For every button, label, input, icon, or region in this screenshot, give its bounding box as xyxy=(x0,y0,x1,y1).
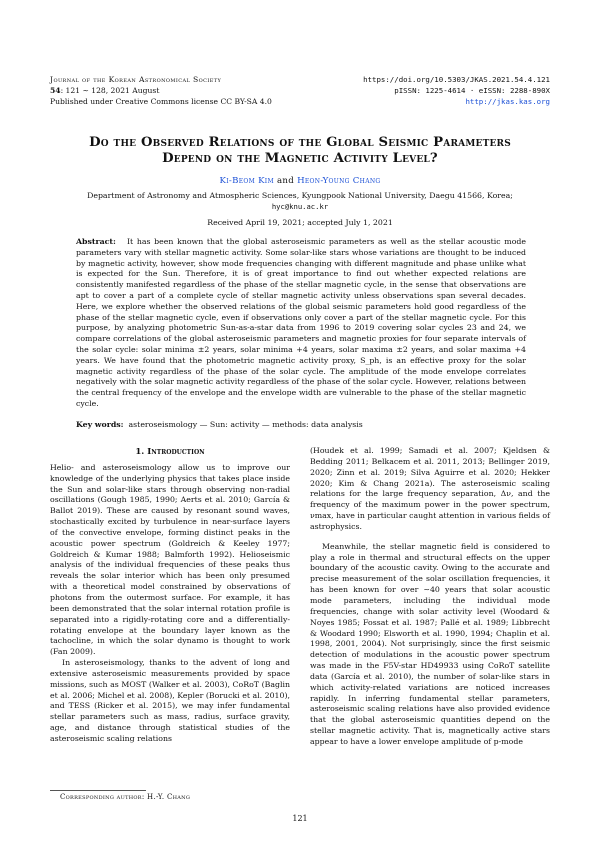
intro-paragraph-4: Meanwhile, the stellar magnetic field is considered to play a role in thermal and structural effects on the upper boundary of the acoustic cavity. Owing to the accurate and precise measurement of the solar oscillation frequencies, it has been known for over ∼40 years that solar acoustic mode parameters, including the individual mode frequencies, change with solar activity level (Woodard & Noyes 1985; Fossat et al. 1987; Pallé et al. 1989; Libbrecht & Woodard 1990; Elsworth et al. 1990, 1994; Chaplin et al. 1998, 2001, 2004). Not surprisingly, since the first seismic detection of modulations in the acoustic power spectrum was made in the F5V-star HD49933 using CoRoT satellite data (García et al. 2010), the number of solar-like stars in which activity-related variations are noticed increases rapidly. In inferring fundamental stellar parameters, asteroseismic scaling relations have also provided evidence that the global asteroseismic quantities depend on the stellar magnetic activity. That is, magnetically active stars appear to have a lower envelope amplitude of p-mode xyxy=(310,541,550,746)
intro-paragraph-2: In asteroseismology, thanks to the advent of long and extensive asteroseismic measurements provided by space missions, such as MOST (Walker et al. 2003), CoRoT (Baglin et al. 2006; Michel et al. 2008), Kepler (Borucki et al. 2010), and TESS (Ricker et al. 2015), we may infer fundamental stellar parameters such as mass, radius, surface gravity, age, and distance through statistical studies of the asteroseismic scaling relations xyxy=(50,658,290,743)
volume-number: 54 xyxy=(50,86,61,96)
author-separator: and xyxy=(276,176,295,186)
journal-header xyxy=(50,74,330,108)
abstract-label: Abstract: xyxy=(76,237,116,246)
license-line: Published under Creative Commons license CC BY-SA 4.0 xyxy=(50,97,272,107)
affiliation-text: Department of Astronomy and Atmospheric Sciences, Kyungpook National University, Daegu 41566, Korea; xyxy=(87,191,513,200)
issn-line: pISSN: 1225-4614 · eISSN: 2288-890X xyxy=(394,86,550,96)
doi-header xyxy=(363,74,550,108)
doi-link[interactable]: https://doi.org/10.5303/JKAS.2021.54.4.121 xyxy=(363,75,550,84)
intro-paragraph-1: Helio- and asteroseismology allow us to improve our knowledge of the underlying physics that takes place inside the Sun and solar-like stars through observing non-radial oscillations (Gough 1985, 1990; Aerts et al. 2010; García & Ballot 2019). These are caused by resonant sound waves, stochastically excited by turbulence in near-surface layers of the convective envelope, forming distinct peaks in the acoustic power spectrum (Goldreich & Keeley 1977; Goldreich & Kumar 1988; Balmforth 1992). Helioseismic analysis of the individual frequencies of these peaks thus reveals the solar interior which has been only presumed with a theoretical model constrained by observations of photons from the outermost surface. For example, it has been demonstrated that the solar internal rotation profile is separated into a rigidly-rotating core and a differentially-rotating envelope at the boundary layer known as the tachocline, in which the solar dynamo is thought to work (Fan 2009). xyxy=(50,462,290,657)
footnote-divider xyxy=(50,790,146,791)
left-column xyxy=(50,447,290,745)
abstract-text: It has been known that the global asteroseismic parameters as well as the stellar acoustic mode parameters vary with stellar magnetic activity. Some solar-like stars whose variations are thought to be induced by magnetic activity, however, show mode frequencies changing with different magnitude and phase unlike what is expected for the Sun. Therefore, it is of great importance to find out whether expected relations are consistently manifested regardless of the phase of the stellar magnetic cycle, in the sense that observations are apt to cover a part of a complete cycle of stellar magnetic activity unless observations span several decades. Here, we explore whether the observed relations of the global seismic parameters hold good regardless of the phase of the stellar magnetic cycle, even if observations only cover a part of the stellar magnetic cycle. For this purpose, by analyzing photometric Sun-as-a-star data from 1996 to 2019 covering solar cycles 23 and 24, we compare correlations of the global asteroseismic parameters and magnetic proxies for four separate intervals of the solar cycle: solar minima ±2 years, solar minima +4 years, solar maxima ±2 years, and solar maxima +4 years. We have found that the photometric magnetic activity proxy, S_ph, is an effective proxy for the solar magnetic activity regardless of the phase of the solar cycle. The amplitude of the mode envelope correlates negatively with the solar magnetic activity regardless of the phase of the solar cycle. However, relations between the central frequency of the envelope and the envelope width are vulnerable to the phase of the stellar magnetic cycle. xyxy=(76,237,526,408)
author-2-link[interactable]: Heon-Young Chang xyxy=(297,176,381,186)
author-list xyxy=(50,176,550,186)
page-number: 121 xyxy=(292,814,308,823)
keywords xyxy=(76,420,526,429)
section-heading: 1. Introduction xyxy=(135,447,205,457)
abstract xyxy=(76,237,526,410)
title-line-1: Do the Observed Relations of the Global Seismic Parameters xyxy=(89,135,511,150)
keywords-text: asteroseismology — Sun: activity — methods: data analysis xyxy=(128,420,363,429)
journal-url-link[interactable]: http://jkas.kas.org xyxy=(465,97,550,107)
journal-name: Journal of the Korean Astronomical Society xyxy=(50,75,222,84)
right-column xyxy=(310,446,550,748)
volume-pages: : 121 ∼ 128, 2021 August xyxy=(60,86,160,96)
author-1-link[interactable]: Ki-Beom Kim xyxy=(219,176,274,186)
email-address: hyc@knu.ac.kr xyxy=(271,201,329,211)
received-dates: Received April 19, 2021; accepted July 1, 2021 xyxy=(207,218,393,227)
title-line-2: Depend on the Magnetic Activity Level? xyxy=(162,151,438,166)
affiliation xyxy=(50,191,550,213)
paper-title xyxy=(50,135,550,167)
volume-info xyxy=(50,85,330,96)
intro-paragraph-3: (Houdek et al. 1999; Samadi et al. 2007; Kjeldsen & Bedding 2011; Belkacem et al. 2011, 2013; Bellinger 2019, 2020; Zinn et al. 2019; Silva Aguirre et al. 2020; Hekker 2020; Kim & Chang 2021a). The asteroseismic scaling relations for the large frequency separation, Δν, and the frequency of the maximum power in the power spectrum, νmax, have in particular caught attention in various fields of astrophysics. xyxy=(310,446,550,531)
keywords-label: Key words: xyxy=(76,420,124,429)
corresponding-author-footnote: Corresponding author: H.-Y. Chang xyxy=(60,793,191,801)
